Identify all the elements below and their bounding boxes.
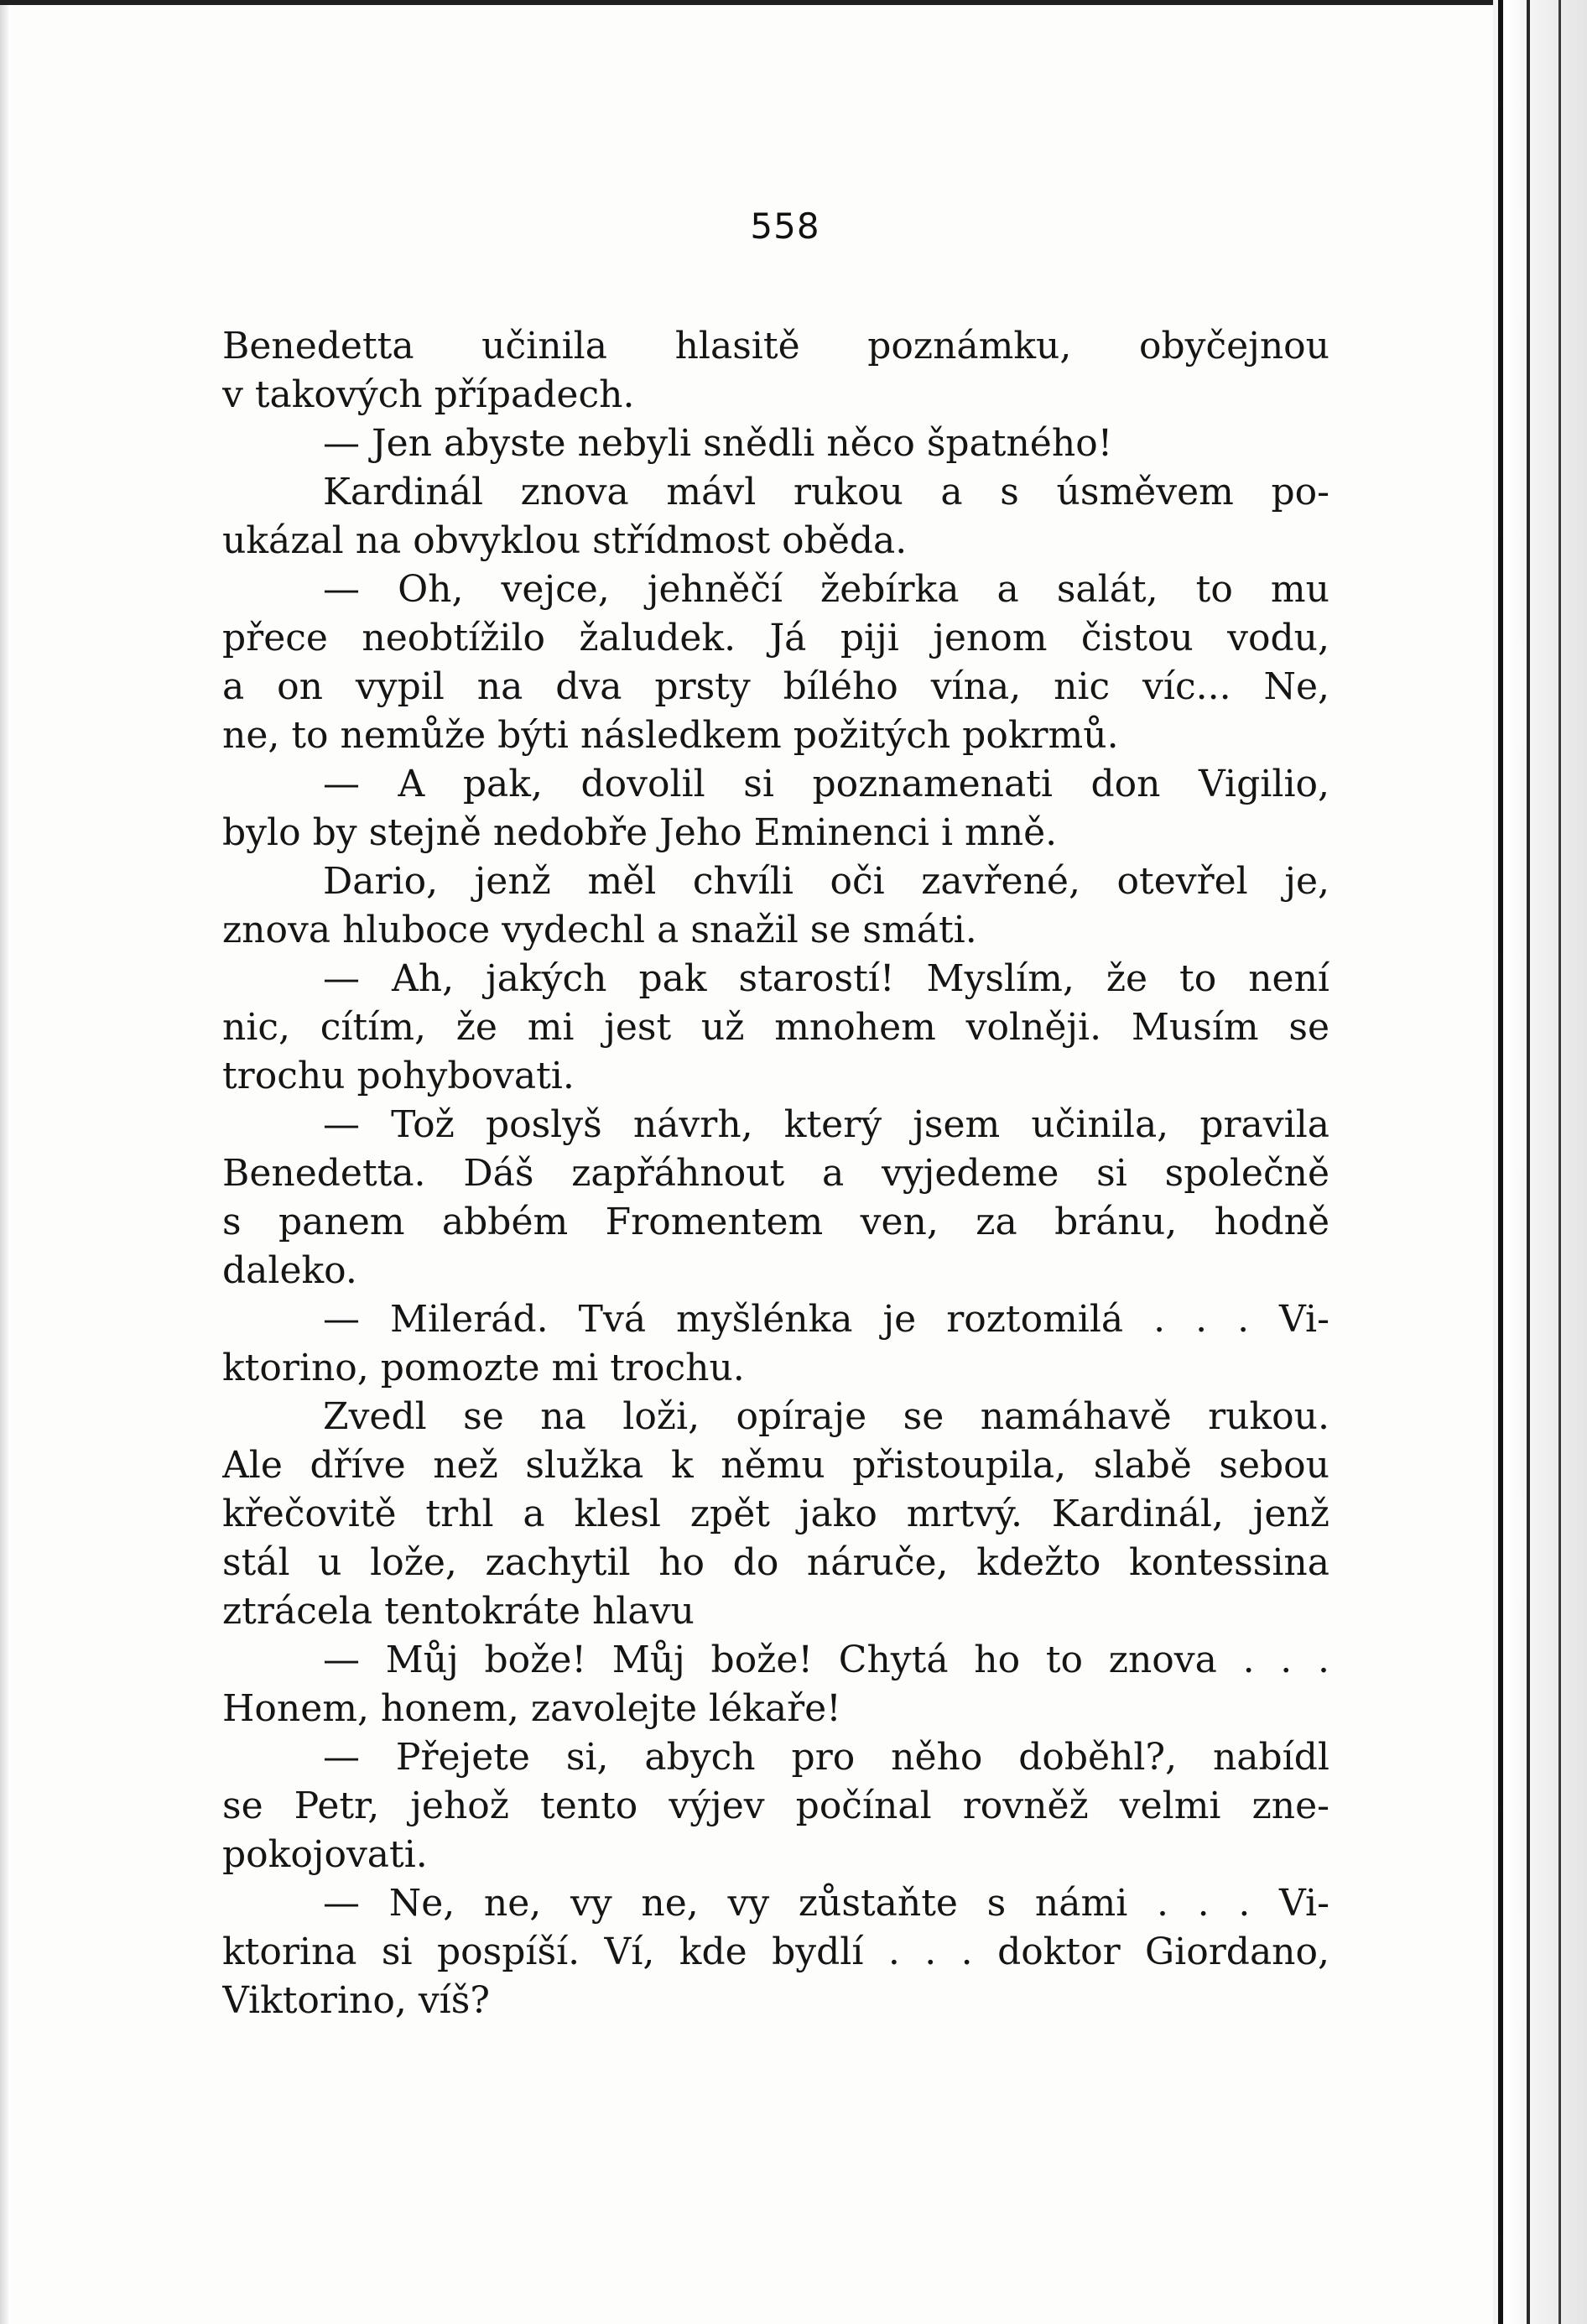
page-edge-line — [1527, 0, 1530, 2324]
page-left-shadow — [0, 0, 8, 2324]
text-line: — Tož poslyš návrh, který jsem učinila, pravila — [323, 1103, 1329, 1146]
text-line: ztrácela tentokráte hlavu — [222, 1590, 695, 1633]
text-line: — Jen abyste nebyli snědli něco špatného! — [323, 422, 1113, 465]
text-line: Viktorino, víš? — [222, 1979, 490, 2022]
page-number: 558 — [750, 206, 820, 247]
text-line: Benedetta učinila hlasitě poznámku, obyčejnou — [222, 325, 1329, 367]
text-line: ne, to nemůže býti následkem požitých pokrmů. — [222, 714, 1119, 757]
text-line: — Milerád. Tvá myšlénka je roztomilá . . . Vi- — [323, 1298, 1329, 1341]
page-top-edge — [0, 0, 1493, 5]
text-line: — A pak, dovolil si poznamenati don Vigilio, — [323, 763, 1329, 805]
text-line: znova hluboce vydechl a snažil se smáti. — [222, 909, 977, 951]
text-line: nic, cítím, že mi jest už mnohem volněji. Musím se — [222, 1006, 1329, 1049]
text-line: s panem abbém Fromentem ven, za bránu, hodně — [222, 1201, 1329, 1243]
text-line: — Oh, vejce, jehněčí žebírka a salát, to mu — [323, 568, 1329, 611]
page-body-text — [222, 322, 1329, 2025]
text-line: Dario, jenž měl chvíli oči zavřené, otevřel je, — [323, 860, 1329, 903]
text-line: pokojovati. — [222, 1833, 428, 1876]
text-line: v takových případech. — [222, 373, 635, 416]
text-line: trochu pohybovati. — [222, 1055, 575, 1097]
text-line: ktorina si pospíší. Ví, kde bydlí . . . doktor Giordano, — [222, 1931, 1329, 1973]
text-line: přece neobtížilo žaludek. Já piji jenom čistou vodu, — [222, 617, 1329, 659]
text-line: ukázal na obvyklou střídmost oběda. — [222, 519, 908, 562]
text-line: Ale dříve než služka k němu přistoupila, slabě sebou — [222, 1444, 1329, 1487]
page-edge-line — [1558, 0, 1561, 2324]
text-line: Benedetta. Dáš zapřáhnout a vyjedeme si společně — [222, 1152, 1329, 1195]
text-line: — Můj bože! Můj bože! Chytá ho to znova . . . — [323, 1639, 1329, 1681]
text-line: a on vypil na dva prsty bílého vína, nic víc... Ne, — [222, 665, 1329, 708]
text-line: Honem, honem, zavolejte lékaře! — [222, 1687, 841, 1730]
text-line: — Přejete si, abych pro něho doběhl?, nabídl — [323, 1736, 1329, 1779]
text-line: ktorino, pomozte mi trochu. — [222, 1347, 745, 1389]
text-line: stál u lože, zachytil ho do náruče, kdežto kontessina — [222, 1541, 1329, 1584]
text-line: Zvedl se na loži, opíraje se namáhavě rukou. — [323, 1395, 1329, 1438]
text-line: křečovitě trhl a klesl zpět jako mrtvý. Kardinál, jenž — [222, 1493, 1329, 1535]
text-line: — Ne, ne, vy ne, vy zůstaňte s námi . . . Vi- — [323, 1882, 1329, 1925]
text-line: Kardinál znova mávl rukou a s úsměvem po- — [323, 471, 1329, 513]
page-edge-line — [1498, 0, 1503, 2324]
text-line: bylo by stejně nedobře Jeho Eminenci i mně. — [222, 811, 1058, 854]
text-line: — Ah, jakých pak starostí! Myslím, že to není — [323, 957, 1329, 1000]
text-line: se Petr, jehož tento výjev počínal rovněž velmi zne- — [222, 1785, 1329, 1827]
text-line: daleko. — [222, 1249, 357, 1292]
page-right-edge — [1493, 0, 1587, 2324]
